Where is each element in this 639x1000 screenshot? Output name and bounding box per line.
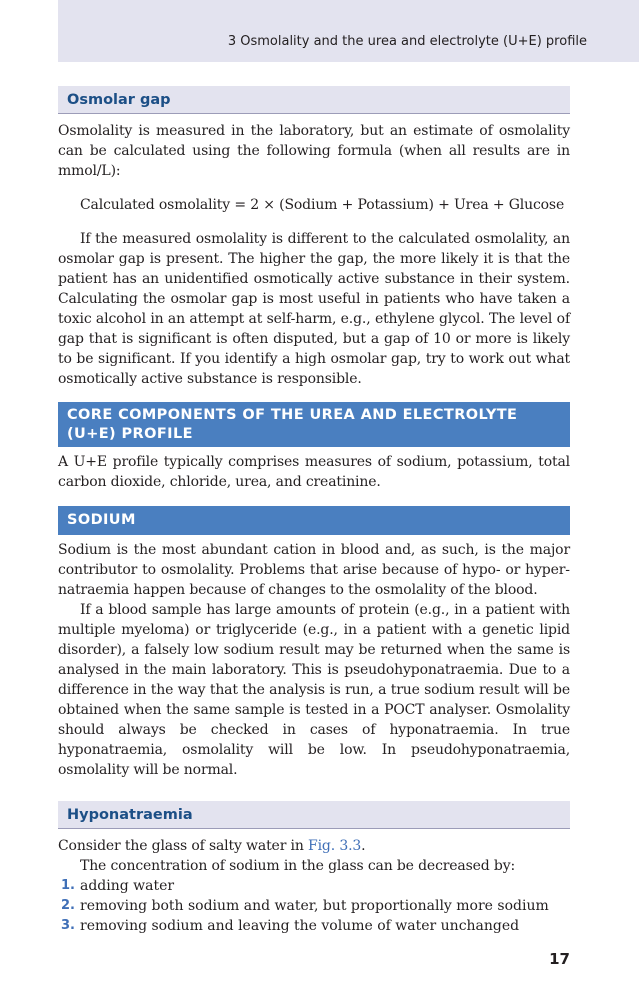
heading-core-components-line1: CORE COMPONENTS OF THE UREA AND ELECTROLYTE	[67, 407, 518, 423]
heading-osmolar-gap: Osmolar gap	[58, 86, 570, 114]
figure-link[interactable]: Fig. 3.3	[308, 838, 362, 854]
heading-sodium: SODIUM	[58, 506, 570, 535]
running-head: 3 Osmolality and the urea and electrolyte (U+E) profile	[227, 34, 587, 49]
heading-core-components-line2: (U+E) PROFILE	[67, 426, 193, 442]
page-content	[58, 86, 570, 936]
list-item	[58, 876, 570, 896]
list-text: removing both sodium and water, but proportionally more sodium	[80, 898, 549, 914]
osmolar-gap-body: If the measured osmolality is different to the calculated osmolality, an osmolar gap is present. The higher the gap, the more likely it is that the patient has an unidentified osmotically active substance in their system. Calculating the osmolar gap is most useful in patients who have taken a toxic alcohol in an attempt at self-harm, e.g., ethylene glycol. The level of gap that is significant is often disputed, but a gap of 10 or more is likely to be significant. If you identify a high osmolar gap, try to work out what osmotically active substance is responsible.	[58, 231, 570, 387]
list-number: 2.	[61, 898, 75, 913]
list-number: 1.	[61, 878, 75, 893]
list-item	[58, 916, 570, 936]
osmolar-gap-intro: Osmolality is measured in the laboratory, but an estimate of osmolality can be calculated using the following formula (when all results are in mmol/L):	[58, 123, 570, 179]
hyponatraemia-intro	[58, 836, 570, 856]
sodium-para-1: Sodium is the most abundant cation in blood and, as such, is the major contributor to osmolality. Problems that arise because of hypo- or hypernatraemia happen because of changes to the osmolality of the blood.	[58, 542, 570, 598]
list-text: removing sodium and leaving the volume of water unchanged	[80, 918, 520, 934]
page-number: 17	[549, 950, 570, 968]
heading-hyponatraemia: Hyponatraemia	[58, 801, 570, 829]
sodium-para-2: If a blood sample has large amounts of protein (e.g., in a patient with multiple myeloma) or triglyceride (e.g., in a patient with a genetic lipid disorder), a falsely low sodium result may be returned when the same is analysed in the main laboratory. This is pseudohyponatraemia. Due to a difference in the way that the analysis is run, a true sodium result will be obtained when the same sample is tested in a POCT analyser. Osmolality should always be checked in cases of hyponatraemia. In true hyponatraemia, osmolality will be low. In pseudohyponatraemia, osmolality will be normal.	[58, 602, 570, 778]
list-number: 3.	[61, 918, 75, 933]
heading-core-components	[58, 402, 570, 447]
hyponatraemia-lead: The concentration of sodium in the glass can be decreased by:	[80, 858, 516, 874]
list-item	[58, 896, 570, 916]
hyponatraemia-intro-prefix: Consider the glass of salty water in	[58, 838, 309, 854]
header-band	[58, 0, 639, 62]
hyponatraemia-list	[58, 876, 570, 936]
list-text: adding water	[80, 878, 175, 894]
hyponatraemia-intro-suffix: .	[361, 838, 366, 854]
core-components-body: A U+E profile typically comprises measures of sodium, potassium, total carbon dioxide, chloride, urea, and creatinine.	[58, 454, 570, 490]
osmolality-formula: Calculated osmolality = 2 × (Sodium + Potassium) + Urea + Glucose	[80, 197, 565, 213]
